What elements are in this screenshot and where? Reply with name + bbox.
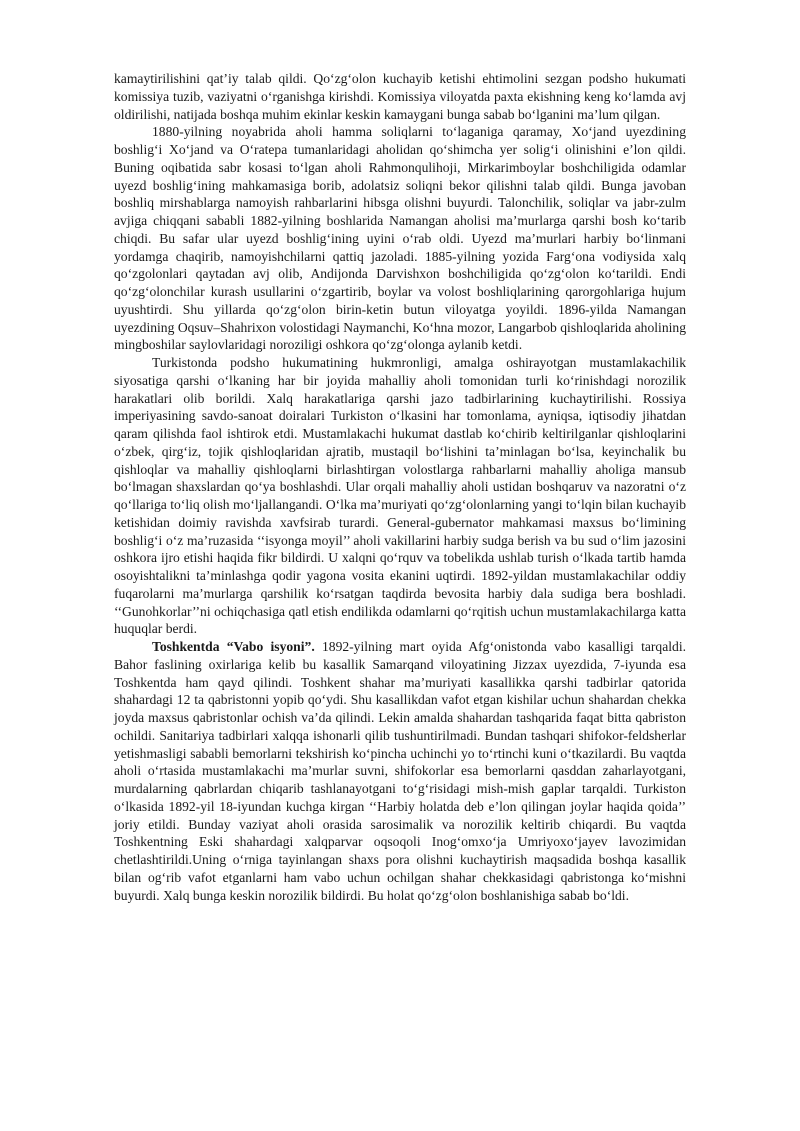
document-page bbox=[114, 70, 686, 904]
paragraph-2-text: 1880-yilning noyabrida aholi hamma soliqlarni to‘laganiga qaramay, Xo‘jand uyezdining boshlig‘i Xo‘jand va O‘ratepa tumanlaridagi aholidan qo‘shimcha yer solig‘i olinishini e’lon qildi. Buning oqibatida sabr kosasi to‘lgan aholi Rahmonqulihoji, Mirkarimboylar boshchiligida odamlar uyezd boshlig‘ining mahkamasiga borib, adolatsiz soliqni bekor qilishni talab qildi. Bunga javoban boshliq mirshablarga namoyish rahbarlarini hibsga olishni buyurdi. Talonchilik, soliqlar va jabr-zulm avjiga chiqqani sababli 1882-yilning boshlarida Namangan aholisi ma’murlarga qarshi bosh ko‘tarib chiqdi. Bu safar ular uyezd boshlig‘ining uyini o‘rab oldi. Uyezd ma’murlari harbiy bo‘linmani yordamga chaqirib, namoyishchilarni qattiq jazoladi. 1885-yilning yozida Farg‘ona vodiysida xalq qo‘zgolonlari qaytadan avj olib, Andijonda Darvishxon boshchiligida qo‘zg‘olon ko‘tarildi. Endi qo‘zg‘olonchilar kurash usullarini o‘zgartirib, boylar va volost boshliqlarining qarorgohlariga hujum uyushtirdi. Shu yillarda qo‘zg‘olon birin-ketin butun viloyatga yoyildi. 1896-yilda Namangan uyezdining Oqsuv–Shahrixon volostidagi Naymanchi, Ko‘hna mozor, Langarbob qishloqlarida aholining mingboshilar saylovlaridagi noroziligi oshkora qo‘zg‘olonga aylanib ketdi. bbox=[114, 124, 686, 353]
section-heading-vabo-isyoni: Toshkentda “Vabo isyoni”. bbox=[152, 639, 315, 654]
paragraph-2 bbox=[114, 123, 686, 354]
paragraph-4-text: 1892-yilning mart oyida Afg‘onistonda vabo kasalligi tarqaldi. Bahor faslining oxirlariga kelib bu kasallik Samarqand viloyatining Jizzax uyezdida, 7-iyunda esa Toshkentda ham qayd qilindi. Toshkent shahar ma’muriyati kasallikka qarshi tadbirlar qatorida shahardagi 12 ta qabristonni yopib qo‘ydi. Shu kasallikdan vafot etgan kishilar uchun shahardan chekka joyda maxsus qabristonlar ochish va’da qilindi. Lekin amalda shahardan tashqarida faqat bitta qabriston ochildi. Sanitariya tadbirlari xalqqa ishonarli qilib tushuntirilmadi. Bundan tashqari shifokor-feldsherlar yetishmasligi sababli bemorlarni tekshirish ko‘pincha uchinchi yo to‘rtinchi kuni o‘tkazilardi. Bu vaqtda aholi o‘rtasida mustamlakachi ma’murlar suvni, shifokorlar esa bemorlarni qasddan zaharlayotgani, murdalarning qabrlardan chiqarib tashlanayotgani to‘g‘risidagi mish-mish gaplar tarqaldi. Turkiston o‘lkasida 1892-yil 18-iyundan kuchga kirgan ‘‘Harbiy holatda deb e’lon qilingan joylar haqida qoida’’ joriy etildi. Bunday vaziyat aholi orasida sarosimalik va norozilik keltirib chiqardi. Bu vaqtda Toshkentning Eski shahardagi xalqparvar oqsoqoli Inog‘omxo‘ja Umriyoxo‘jayev lavozimidan chetlashtirildi.Uning o‘rniga tayinlangan shaxs pora olishni kuchaytirish maqsadida boshqa kasallik bilan og‘rib vafot etganlarni ham vabo uchun ochilgan shahar chekkasidagi qabristonga ko‘mishni buyurdi. Xalq bunga keskin norozilik bildirdi. Bu holat qo‘zg‘olon boshlanishiga sabab bo‘ldi. bbox=[114, 639, 686, 903]
paragraph-1 bbox=[114, 70, 686, 123]
paragraph-4 bbox=[114, 638, 686, 904]
paragraph-3-text: Turkistonda podsho hukumatining hukmronligi, amalga oshirayotgan mustamlakachilik siyosatiga qarshi o‘lkaning har bir joyida mahalliy aholi tomonidan turli ko‘rinishdagi norozilik harakatlari olib borildi. Xalq harakatlariga qarshi jazo tadbirlarining kuchaytirilishi. Rossiya imperiyasining savdo-sanoat doiralari Turkiston o‘lkasini har tomonlama, ayniqsa, iqtisodiy jihatdan qaram qilishda faol ishtirok etdi. Mustamlakachi hukumat dastlab ko‘chirib keltirilganlar qishloqlarini o‘zbek, qirg‘iz, tojik qishloqlaridan ajratib, mustaqil bo‘lishini ta’minlagan bo‘lsa, keyinchalik bu qishloqlar va mahalliy qishloqlarni birlashtirgan volostlarga rahbarlarni mahalliy aholiga mansub bo‘lmagan shaxslardan qo‘ya boshlashdi. Ular orqali mahalliy aholi ustidan boshqaruv va nazoratni o‘z qo‘llariga to‘liq olish mo‘ljallangandi. O‘lka ma’muriyati qo‘zg‘olonlarning yangi to‘lqin bilan kuchayib ketishidan doimiy ravishda xavfsirab turardi. General-gubernator mahkamasi maxsus bo‘limining boshlig‘i o‘z ma’ruzasida ‘‘isyonga moyil’’ aholi vakillarini harbiy sudga berish va bu sud o‘lim jazosini oshkora ijro etishi haqida fikr bildirdi. U xalqni qo‘rquv va tobelikda ushlab turish o‘lkada tartib hamda osoyishtalikni ta’minlashga qodir yagona vosita ekanini uqtirdi. 1892-yildan mustamlakachilar oddiy fuqarolarni ma’murlarga qarshilik ko‘rsatgan taqdirda bevosita harbiy dala sudiga bera boshladi. ‘‘Gunohkorlar’’ni ochiqchasiga qatl etish endilikda odamlarni qo‘rqitish uchun mustamlakachilarga katta huquqlar berdi. bbox=[114, 355, 686, 637]
paragraph-3 bbox=[114, 354, 686, 638]
paragraph-1-text: kamaytirilishini qat’iy talab qildi. Qo‘zg‘olon kuchayib ketishi ehtimolini sezgan podsho hukumati komissiya tuzib, vaziyatni o‘rganishga kirishdi. Komissiya viloyatda paxta ekishning keng ko‘lamda avj oldirilishi, natijada boshqa muhim ekinlar keskin kamaygani bunga sabab bo‘lganini ma’lum qilgan. bbox=[114, 71, 686, 122]
